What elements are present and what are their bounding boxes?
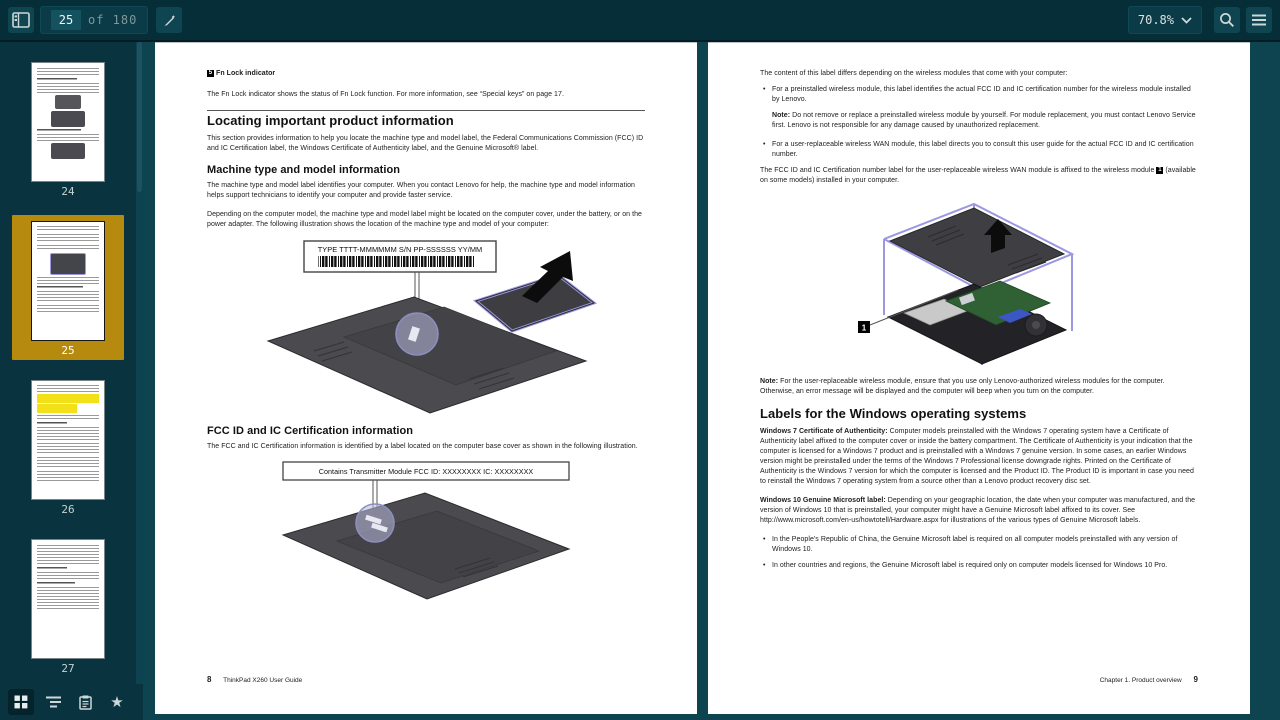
callout-1-badge-inline: 1 [1158, 167, 1162, 173]
zoom-level-label: 70.8% [1137, 13, 1174, 27]
document-page-9 [708, 42, 1250, 714]
fn-lock-heading: 5 Fn Lock indicator [208, 70, 276, 77]
document-page-8 [155, 42, 697, 714]
locating-info-paragraph: This section provides information to help you locate the machine type and model label, the Federal Communications Commission (FCC) ID and IC Certification label, the Windows Certificate of Authenticity label, and the Genuine Microsoft® label. [207, 135, 644, 152]
callout-5-badge: 5 [208, 70, 213, 76]
chevron-down-icon [1181, 17, 1192, 24]
pencil-icon [162, 13, 177, 28]
thumbnail-page-24[interactable] [12, 56, 124, 201]
star-icon: ★ [110, 693, 124, 711]
machine-type-label-text: TYPE TTTT-MMMMMM S/N PP-SSSSSS YY/MM [317, 245, 482, 254]
thumbnail-page-number: 26 [61, 503, 75, 516]
attachments-view-button[interactable] [72, 689, 98, 715]
search-highlight [37, 394, 99, 403]
page-number-input[interactable] [51, 10, 81, 30]
machine-type-paragraph-2: Depending on the computer model, the machine type and model label might be located on the computer cover, under the battery, or on the power adapter. The following illustration shows the location of the machine type and model of your computer: [207, 211, 643, 228]
thumbnail-page-number: 25 [61, 344, 75, 357]
subsection-heading-machine-type: Machine type and model information [207, 164, 400, 176]
page-footer-left: 8 ThinkPad X260 User Guide [207, 675, 303, 684]
fcc-label-illustration [275, 461, 577, 601]
thumbnail-page-number: 27 [61, 662, 75, 675]
sidebar-scrollbar-thumb[interactable] [137, 42, 142, 192]
section-heading-windows-labels: Labels for the Windows operating systems [760, 406, 1027, 421]
grid-icon [14, 695, 28, 709]
machine-type-paragraph-1: The machine type and model label identifies your computer. When you contact Lenovo for help, the machine type and model information helps support technicians to identify your computer and provide faster service. [207, 182, 635, 199]
page-footer-right: Chapter 1. Product overview 9 [1099, 675, 1198, 684]
section-divider [207, 110, 645, 111]
thumbnail-preview [31, 380, 105, 500]
bullet-preinstalled-module: • For a preinstalled wireless module, this label identifies the actual FCC ID and IC certification number for the wireless module installed by Lenovo. [763, 86, 1191, 103]
thumbnail-list [0, 56, 136, 682]
zoom-select[interactable] [1128, 6, 1202, 34]
sidebar-view-switcher [0, 684, 143, 720]
clipboard-notes-icon [79, 695, 92, 710]
outline-view-button[interactable] [40, 689, 66, 715]
fcc-label-text: Contains Transmitter Module FCC ID: XXXXXXXX IC: XXXXXXXX [318, 467, 534, 476]
page-number-control [40, 6, 148, 34]
thumbnail-page-26[interactable] [12, 374, 124, 519]
bullet-user-replaceable-module: • For a user-replaceable wireless WAN module, this label directs you to consult this user guide for the actual FCC ID and IC certification number. [763, 141, 1194, 158]
label-content-intro: The content of this label differs depending on the wireless modules that come with your computer: [760, 70, 1068, 77]
search-button[interactable] [1214, 7, 1240, 33]
hamburger-menu-icon [1252, 14, 1266, 26]
thumbnail-page-27[interactable] [12, 533, 124, 678]
fn-lock-paragraph: The Fn Lock indicator shows the status of Fn Lock function. For more information, see “Special keys” on page 17. [207, 91, 564, 98]
thumbnail-preview [31, 221, 105, 341]
bookmarks-view-button[interactable] [104, 689, 130, 715]
bullet-other-countries-label: • In other countries and regions, the Genuine Microsoft label is required only on computer models licensed for Windows 10 Pro. [763, 562, 1168, 569]
fcc-paragraph: The FCC and IC Certification information is identified by a label located on the computer base cover as shown in the following illustration. [207, 443, 638, 450]
windows10-label-paragraph: Windows 10 Genuine Microsoft label: Depending on your geographic location, the date when your computer was manufactured, and the version of Windows 10 that is preinstalled, your computer might have a Genuine Microsoft label affixed to its cover. See http://www.microsoft.com/en-us/howtotell/Hardware.aspx for illustrations of the various types of Genuine Microsoft labels. [760, 497, 1196, 524]
menu-button[interactable] [1246, 7, 1272, 33]
note-module-replacement: Note: Do not remove or replace a preinstalled wireless module by yourself. For module replacement, you must contact Lenovo Service first. Lenovo is not responsible for any damage caused by unauthorized replacement. [772, 112, 1196, 129]
machine-type-label-illustration [254, 239, 599, 415]
thumbnail-preview [31, 62, 105, 182]
thumbnail-sidebar [0, 42, 143, 720]
note-authorized-modules: Note: For the user-replaceable wireless module, ensure that you use only Lenovo-authorized wireless modules for the computer. Otherwise, an error message will be displayed and the computer will beep when you turn on the computer. [760, 378, 1165, 395]
toolbar [0, 0, 1280, 42]
sidebar-toggle-icon [12, 12, 30, 28]
outline-icon [46, 696, 61, 708]
wwan-label-paragraph: The FCC ID and IC Certification number label for the user-replaceable wireless WAN module is affixed to the wireless module 1 (available on some models) installed in your computer. [760, 167, 1196, 184]
thumbnail-preview [31, 539, 105, 659]
subsection-heading-fcc: FCC ID and IC Certification information [207, 425, 414, 437]
thumbnail-page-number: 24 [61, 185, 75, 198]
thumbnail-page-25-selected[interactable] [12, 215, 124, 360]
sidebar-scrollbar[interactable] [136, 42, 143, 684]
wireless-module-illustration [848, 195, 1110, 367]
sidebar-toggle-button[interactable] [8, 7, 34, 33]
annotate-button[interactable] [156, 7, 182, 33]
search-highlight [37, 404, 77, 413]
windows7-coa-paragraph: Windows 7 Certificate of Authenticity: Computer models preinstalled with the Windows 7 operating system have a Certificate of Authenticity label affixed to the computer cover or inside the battery compartment. The Certificate of Authenticity is your indication that the computer is licensed for a Windows 7 product and is preinstalled with a Windows 7 genuine version. In some cases, an earlier Windows version might be preinstalled under the terms of the Windows 7 Professional license downgrade rights. Printed on the Certificate of Authenticity is the Windows 7 version for which the computer is licensed and the Product ID. The Product ID is important in case you need to reinstall the Windows 7 operating system from a source other than a Lenovo product recovery disc set. [760, 428, 1194, 485]
thumbnails-view-button[interactable] [8, 689, 34, 715]
page-count-label: of 180 [88, 13, 138, 27]
section-heading-locating-info: Locating important product information [207, 113, 454, 128]
search-icon [1219, 12, 1235, 28]
barcode [318, 256, 474, 267]
callout-1-badge: 1 [861, 323, 867, 333]
bullet-china-label: • In the People's Republic of China, the Genuine Microsoft label is required on all computer models preinstalled with any version of Windows 10. [763, 536, 1178, 553]
